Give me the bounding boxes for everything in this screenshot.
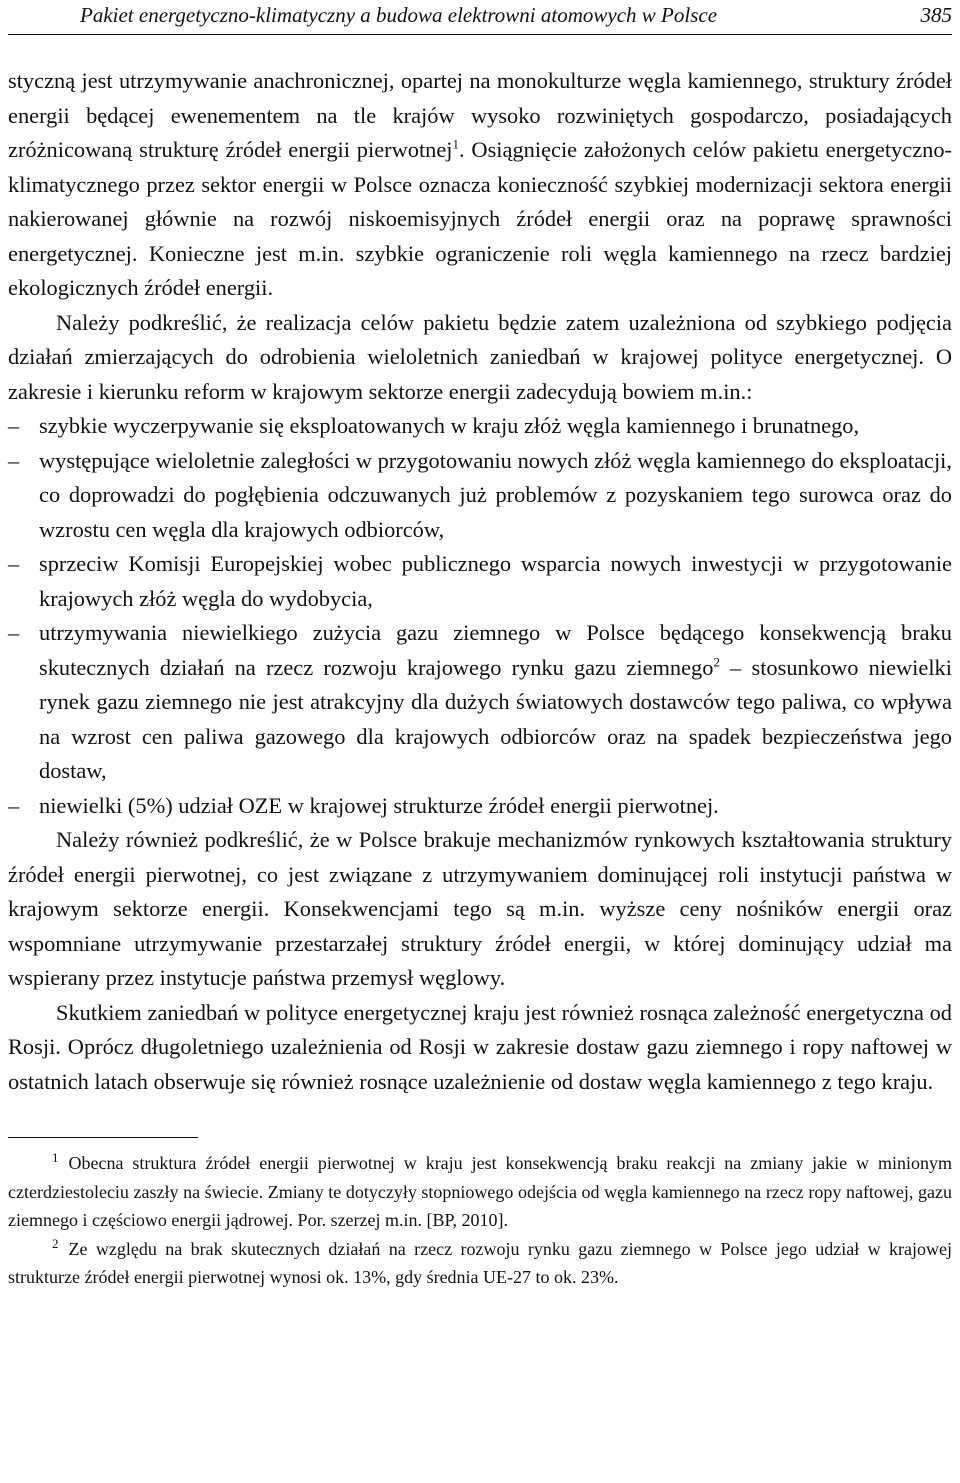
page-number: 385 xyxy=(920,3,952,27)
footnote-1 xyxy=(8,1149,952,1235)
paragraph-1 xyxy=(8,64,952,306)
paragraph-1-text-b: . Osiągnięcie założonych celów pakietu energetyczno-klimatycznego przez sektor energii w Polsce oznacza konieczność szybkiej modernizacji sektora energii nakierowanej głównie na rozwój niskoemisyjnych źródeł energii oraz na poprawę sprawności energetycznej. Konieczne jest m.in. szybkie ograniczenie roli węgla kamiennego na rzecz bardziej ekologicznych źródeł energii. xyxy=(8,137,952,300)
list-item-text: niewielki (5%) udział OZE w krajowej strukturze źródeł energii pierwotnej. xyxy=(39,792,719,818)
list-item xyxy=(8,616,952,789)
list-item-text: występujące wieloletnie zaległości w przygotowaniu nowych złóż węgla kamiennego do eksploatacji, co doprowadzi do pogłębienia odczuwanych już problemów z pozyskaniem tego surowca oraz do wzrostu cen węgla dla krajowych odbiorców, xyxy=(39,447,952,542)
factor-list xyxy=(8,409,952,823)
body-text xyxy=(8,64,952,1099)
dash-bullet: – xyxy=(8,792,20,818)
footnote-ref-1: 1 xyxy=(452,136,460,152)
dash-bullet: – xyxy=(8,551,20,576)
footnote-1-mark: 1 xyxy=(52,1150,59,1165)
list-item-text: sprzeciw Komisji Europejskiej wobec publicznego wsparcia nowych inwestycji w przygotowanie krajowych złóż węgla do wydobycia, xyxy=(39,551,952,611)
footnote-2 xyxy=(8,1235,952,1292)
list-item xyxy=(8,547,952,616)
footnote-separator xyxy=(8,1137,198,1138)
footnote-2-mark: 2 xyxy=(52,1235,59,1251)
footnote-2-text: Ze względu na brak skutecznych działań na rzecz rozwoju rynku gazu ziemnego w Polsce jego udział w krajowej strukturze źródeł energii pierwotnej wynosi ok. 13%, gdy średnia UE-27 to ok. 23%. xyxy=(8,1238,952,1287)
paragraph-3: Należy również podkreślić, że w Polsce brakuje mechanizmów rynkowych kształtowania struktury źródeł energii pierwotnej, co jest związane z utrzymywaniem dominującej roli instytucji państwa w krajowym sektorze energii. Konsekwencjami tego są m.in. wyższe ceny nośników energii oraz wspomniane utrzymywanie przestarzałej struktury źródeł energii, w której dominujący udział ma wspierany przez instytucje państwa przemysł węglowy. xyxy=(8,827,952,990)
footnote-1-text: Obecna struktura źródeł energii pierwotnej w kraju jest konsekwencją braku reakcji na zmiany jakie w minionym czterdziestoleciu zaszły na świecie. Zmiany te dotyczyły stopniowego odejścia od węgla kamiennego na rzecz ropy naftowej, gazu ziemnego i częściowo energii jądrowej. Por. szerzej m.in. [BP, 2010]. xyxy=(8,1153,952,1230)
dash-bullet: – xyxy=(8,447,20,473)
footnote-ref-2: 2 xyxy=(713,654,720,670)
paragraph-4: Skutkiem zaniedbań w polityce energetycznej kraju jest również rosnąca zależność energetyczna od Rosji. Oprócz długoletniego uzależnienia od Rosji w zakresie dostaw gazu ziemnego i ropy naftowej w ostatnich latach obserwuje się również rosnące uzależnienie od dostaw węgla kamiennego z tego kraju. xyxy=(8,999,952,1094)
paragraph-1-text-a: styczną jest utrzymywanie anachronicznej, opartej na monokulturze węgla kamiennego, struktury źródeł energii będącej ewenementem na tle krajów wysoko rozwiniętych gospodarczo, posiadających zróżnicowaną strukturę źródeł energii pierwotnej xyxy=(8,68,952,162)
dash-bullet: – xyxy=(8,413,20,438)
list-item-text-b: – stosunkowo niewielki rynek gazu ziemnego nie jest atrakcyjny dla dużych światowych dostawców tego paliwa, co wpływa na wzrost cen paliwa gazowego dla krajowych odbiorców oraz na spadek bezpieczeństwa jego dostaw, xyxy=(39,654,952,783)
footnotes xyxy=(8,1149,952,1292)
list-item xyxy=(8,409,952,444)
list-item xyxy=(8,789,952,824)
dash-bullet: – xyxy=(8,620,20,645)
list-item xyxy=(8,444,952,548)
list-item-text-a: utrzymywania niewielkiego zużycia gazu ziemnego w Polsce będącego konsekwencją braku skutecznych działań na rzecz rozwoju krajowego rynku gazu ziemnego xyxy=(39,620,952,680)
running-header xyxy=(8,0,952,35)
running-title: Pakiet energetyczno-klimatyczny a budowa elektrowni atomowych w Polsce xyxy=(80,3,718,27)
paragraph-2: Należy podkreślić, że realizacja celów pakietu będzie zatem uzależniona od szybkiego podjęcia działań zmierzających do odrobienia wieloletnich zaniedbań w krajowej polityce energetycznej. O zakresie i kierunku reform w krajowym sektorze energii zadecydują bowiem m.in.: xyxy=(8,309,952,404)
document-page xyxy=(8,0,952,1292)
list-item-text: szybkie wyczerpywanie się eksploatowanych w kraju złóż węgla kamiennego i brunatnego, xyxy=(39,413,860,438)
